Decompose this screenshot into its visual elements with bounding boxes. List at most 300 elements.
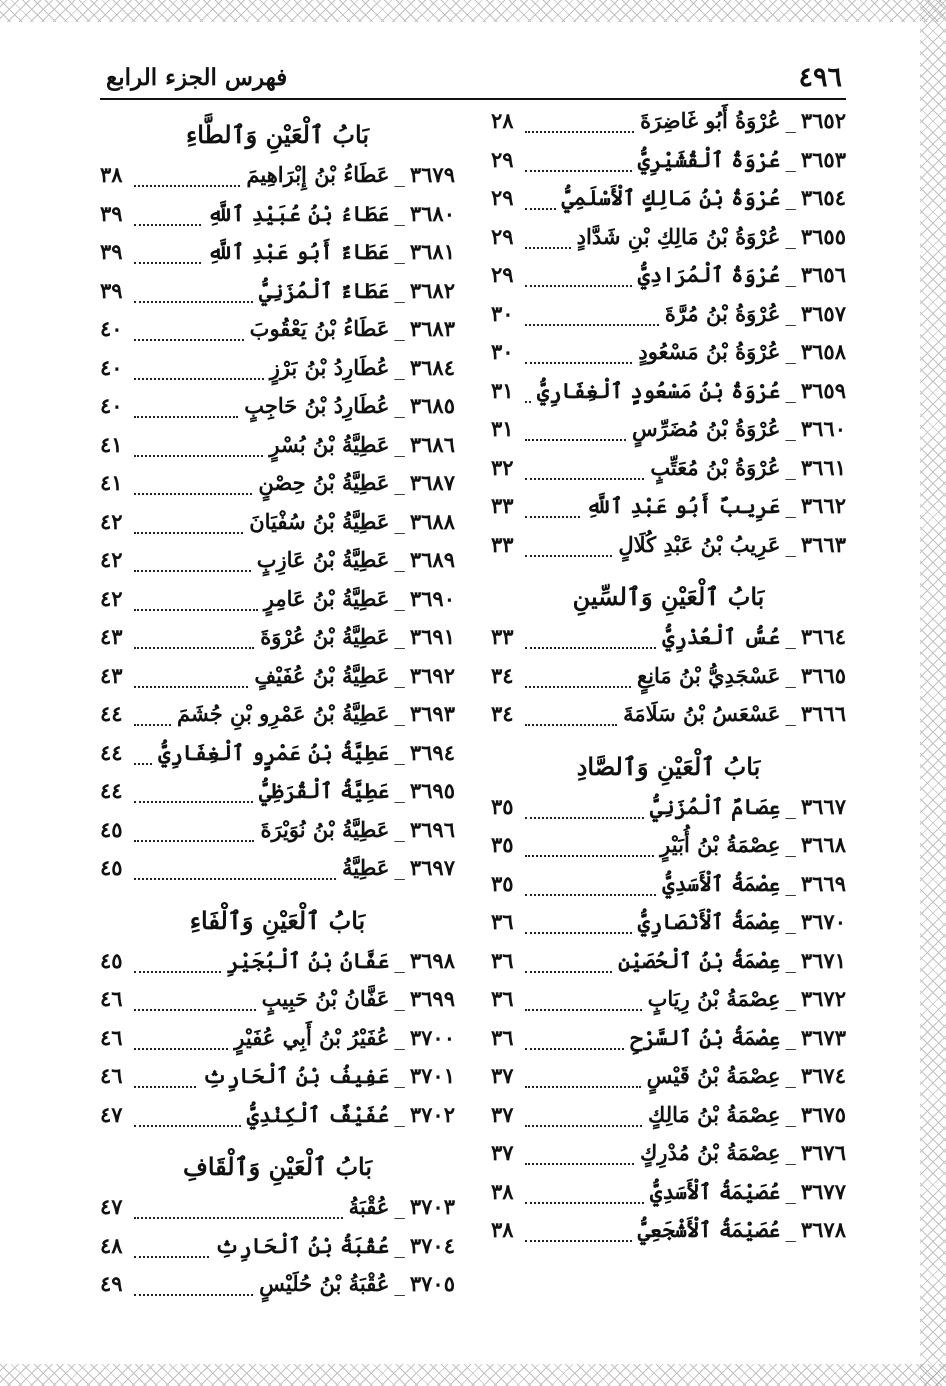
dot-leader [525,1153,634,1165]
entry-number: ٣٦٨٥ [409,393,455,418]
entry-page: ٣٦ [491,909,514,934]
dot-leader [134,1207,343,1219]
entry-dash: _ [394,355,405,380]
section-title: بَابُ ٱلْعَيْنِ وَٱلصَّادِ [576,751,761,781]
index-entry [100,701,455,740]
entry-dash: _ [785,263,796,287]
index-entry [491,832,846,871]
entry-page: ٤٤ [100,778,123,803]
entry-dash: _ [394,163,405,187]
entry-dash: _ [785,186,796,210]
entry-page: ٤٥ [100,855,123,880]
entry-name: عُطَارِدُ بْنُ بَرْزٍ [269,354,390,380]
entry-number: ٣٦٧٩ [409,162,455,187]
entry-name: عُرْوَةُ بْنُ مَسْعُودٍ ٱلْغِفَارِيُّ [536,377,781,403]
entry-dash: _ [394,240,405,264]
entry-page: ٤٦ [100,1063,123,1088]
entry-name: عِصْمَةُ ٱلْأَسَدِيُّ [662,870,781,896]
entry-page: ٢٨ [491,108,514,133]
entry-dash: _ [785,301,796,326]
entry-dash: _ [394,509,405,534]
entry-number: ٣٦٥٨ [800,339,846,364]
entry-dash: _ [394,432,405,457]
dot-leader [525,807,644,819]
entry-number: ٣٦٦٤ [800,624,846,649]
entry-name: عُرْوَةُ بْنُ مُعَتِّبٍ [650,454,781,480]
index-entry [491,262,846,301]
entry-dash: _ [785,1218,796,1242]
entry-page: ٣٦ [491,986,514,1011]
dot-leader [134,406,238,418]
section-title: بَابُ ٱلْعَيْنِ وَٱلْفَاءِ [189,905,366,935]
dot-leader [525,1230,632,1242]
entry-dash: _ [785,833,796,857]
entry-name: عَفِيفُ بْنُ ٱلْحَارِثِ [202,1063,390,1088]
entry-page: ٣٩ [100,239,123,264]
entry-page: ٤١ [100,470,123,495]
entry-page: ٤٤ [100,701,123,726]
entry-number: ٣٦٦٧ [800,793,846,819]
decorative-border-bottom [0,1364,946,1386]
dot-leader [134,214,201,226]
entry-number: ٣٦٦١ [800,454,846,480]
section-title: بَابُ ٱلْعَيْنِ وَٱلسِّينِ [572,582,765,611]
entry-name: عِصْمَةُ بْنُ أُبَيْرٍ [660,832,781,857]
index-entry [100,948,455,987]
dot-leader [525,237,571,249]
entry-page: ٣٧ [491,1140,514,1165]
entry-number: ٣٦٨٠ [409,200,455,226]
entry-name: عُرْوَةُ أَبُو غَاضِرَةَ [640,108,781,133]
entry-number: ٣٧٠٣ [409,1194,455,1219]
index-entry [491,624,846,663]
entry-page: ٤٠ [100,316,123,341]
index-entry [491,339,846,378]
left-column [100,108,455,1310]
entry-number: ٣٦٦٢ [800,493,846,518]
entry-name: عَطِيَّةُ بْنُ حِصْنٍ [258,470,390,495]
index-entry [491,701,846,740]
entry-dash: _ [785,109,796,133]
entry-name: عَطِيَّةُ بْنُ نُوَيْرَةَ [260,816,390,842]
entry-number: ٣٦٨١ [409,239,455,264]
entry-number: ٣٦٩٦ [409,816,455,842]
dot-leader [525,845,654,857]
dot-leader [525,922,632,934]
entry-dash: _ [394,663,405,688]
entry-page: ٤٠ [100,393,123,418]
index-entry [491,455,846,494]
entry-dash: _ [394,1272,405,1296]
entry-name: عَطَاءُ بْنُ إِبْرَاهِيمَ [246,162,390,187]
entry-page: ٢٩ [491,223,514,249]
index-entry [100,278,455,317]
entry-name: عَفَّانُ بْنُ حَبِيبٍ [261,986,390,1011]
entry-page: ٣٩ [100,277,123,303]
entry-dash: _ [785,1025,796,1050]
dot-leader [134,560,251,572]
entry-name: عَطِيَّةُ بْنُ بُسْرٍ [269,431,390,457]
entry-name: عَطِيَّةُ بْنُ عَامِرٍ [263,585,390,611]
entry-page: ٣٨ [491,1178,514,1204]
index-entry [491,1140,846,1179]
entry-number: ٣٦٨٦ [409,431,455,457]
entry-name: عَسْجَدِيُّ بْنُ مَانِعٍ [636,662,781,688]
entry-number: ٣٧٠٠ [409,1024,455,1050]
entry-name: عِصْمَةُ بْنُ ٱلْحُصَيْنِ [618,947,781,973]
index-entry [100,740,455,779]
entry-dash: _ [394,987,405,1011]
entry-number: ٣٦٦٣ [800,531,846,557]
entry-dash: _ [785,625,796,649]
entry-number: ٣٦٥٣ [800,146,846,172]
index-entry [491,909,846,948]
index-entry [491,948,846,987]
right-column [491,108,846,1256]
index-entry [491,663,846,702]
entry-page: ٣٧ [491,1063,514,1088]
index-entry [100,393,455,432]
index-entry [100,432,455,471]
entry-name: عَسْعَسُ بْنُ سَلَامَةَ [623,701,781,726]
entry-page: ٤٣ [100,624,123,649]
entry-number: ٣٦٨٨ [409,508,455,534]
entry-name: عُرْوَةُ ٱلْمُرَادِيُّ [637,262,781,287]
entry-name: عِصَامٌ ٱلْمُزَنِيُّ [650,793,781,819]
index-entry [491,224,846,263]
index-entry [491,378,846,417]
dot-leader [525,275,632,287]
index-entry [100,162,455,201]
entry-page: ٤٩ [100,1271,123,1296]
dot-leader [525,1038,624,1050]
entry-dash: _ [394,394,405,418]
dot-leader [134,599,258,611]
index-entry [100,201,455,240]
dot-leader [525,545,612,557]
entry-dash: _ [785,1102,796,1127]
index-entry [100,663,455,702]
entry-number: ٣٦٩٠ [409,585,455,611]
entry-number: ٣٧٠١ [409,1063,455,1088]
entry-dash: _ [785,871,796,896]
dot-leader [525,160,632,172]
index-entry [491,794,846,833]
index-entry [100,1194,455,1233]
dot-leader [525,352,632,364]
index-entry [491,1179,846,1218]
dot-leader [134,329,244,341]
entry-dash: _ [785,340,796,364]
entry-page: ٣٠ [491,339,514,364]
index-entry [491,1025,846,1064]
entry-number: ٣٦٨٤ [409,354,455,380]
entry-dash: _ [394,586,405,611]
entry-name: عُرْوَةُ ٱلْقُشَيْرِيُّ [637,146,781,172]
entry-name: عِصْمَةُ بْنُ مَالِكٍ [648,1101,781,1127]
entry-name: عُقْبَةُ بْنُ حُلَيْسٍ [259,1271,390,1296]
index-entry [491,1063,846,1102]
entry-page: ٣٤ [491,701,514,726]
entry-name: عَطِيَّةُ بْنُ عُرْوَةَ [260,624,390,649]
entry-name: عُرْوَةُ بْنُ مَالِكٍ ٱلْأَسْلَمِيُّ [561,185,781,210]
entry-dash: _ [394,779,405,803]
dot-leader [134,483,252,495]
entry-page: ٤١ [100,431,123,457]
entry-name: عَطِيَّةُ بْنُ عَازِبٍ [256,547,390,572]
entry-dash: _ [394,702,405,726]
running-title: فهرس الجزء الرابع [106,64,288,91]
entry-dash: _ [394,856,405,880]
entry-number: ٣٦٥٩ [800,377,846,403]
entry-name: عُقْبَةُ [348,1194,390,1219]
entry-name: عِصْمَةُ بْنُ قَيْسٍ [646,1063,781,1088]
entry-number: ٣٦٨٩ [409,547,455,572]
entry-number: ٣٦٩٣ [409,701,455,726]
entry-page: ٣٢ [491,454,514,480]
entry-name: عَفَّانُ بْنُ ٱلْبُجَيْرِ [227,947,390,973]
index-entry [491,147,846,186]
entry-number: ٣٧٠٥ [409,1271,455,1296]
entry-dash: _ [394,317,405,341]
entry-page: ٤٦ [100,1024,123,1050]
entry-page: ٤٤ [100,739,123,765]
entry-number: ٣٦٦٥ [800,662,846,688]
entry-number: ٣٦٦٠ [800,416,846,441]
entry-dash: _ [785,378,796,403]
entry-dash: _ [785,1141,796,1165]
index-entry [491,185,846,224]
entry-page: ٣٦ [491,947,514,973]
entry-name: عِصْمَةُ ٱلْأَنْصَارِيُّ [637,909,781,934]
dot-leader [134,791,253,803]
entry-dash: _ [394,948,405,973]
entry-page: ٣٣ [491,531,514,557]
dot-leader [525,314,659,326]
entry-number: ٣٦٩٩ [409,986,455,1011]
index-entry [100,624,455,663]
entry-number: ٣٦٩٥ [409,778,455,803]
entry-page: ٢٩ [491,146,514,172]
entry-dash: _ [394,1064,405,1088]
index-columns [100,108,846,1326]
entry-page: ٣٣ [491,493,514,518]
dot-leader [134,830,254,842]
entry-name: عُرْوَةُ بْنُ مُرَّةَ [664,300,781,326]
entry-number: ٣٦٥٦ [800,262,846,287]
entry-dash: _ [785,417,796,441]
entry-dash: _ [394,1233,405,1258]
entry-page: ٣٦ [491,1024,514,1050]
index-entry [100,470,455,509]
entry-number: ٣٦٥٤ [800,185,846,210]
index-entry [491,416,846,455]
entry-number: ٣٦٧٨ [800,1217,846,1242]
dot-leader [525,884,656,896]
index-entry [491,1217,846,1256]
entry-dash: _ [785,1179,796,1204]
entry-name: عَطَاءُ بْنُ عُبَيْدِ ٱللَّهِ [207,200,390,226]
entry-number: ٣٧٠٤ [409,1232,455,1258]
entry-page: ٤٥ [100,947,123,973]
entry-name: عِصْمَةُ بْنُ مُدْرِكٍ [640,1140,781,1165]
entry-dash: _ [394,1025,405,1050]
index-entry [100,1233,455,1272]
dot-leader [525,198,556,210]
entry-name: عُطَارِدُ بْنُ حَاجِبٍ [244,393,390,418]
entry-number: ٣٦٨٣ [409,316,455,341]
dot-leader [134,637,254,649]
dot-leader [134,1246,209,1258]
dot-leader [525,1076,641,1088]
entry-number: ٣٦٦٦ [800,701,846,726]
entry-number: ٣٦٧١ [800,947,846,973]
entry-dash: _ [785,455,796,480]
entry-dash: _ [394,471,405,495]
entry-name: عَطِيَّةُ ٱلْقُرَظِيُّ [259,778,390,803]
dot-leader [134,714,171,726]
dot-leader [134,291,253,303]
entry-name: عَطِيَّةُ بْنُ عُفَيْفٍ [254,662,390,688]
index-entry [100,1102,455,1141]
dot-leader [525,961,612,973]
index-entry [100,547,455,586]
entry-number: ٣٦٩٨ [409,947,455,973]
entry-page: ٤٧ [100,1194,123,1219]
index-entry [491,1102,846,1141]
entry-page: ٤٧ [100,1101,123,1127]
page-number: ٤٩٦ [798,62,842,93]
dot-leader [134,676,248,688]
entry-page: ٣١ [491,377,514,403]
entry-page: ٣٥ [491,832,514,857]
entry-number: ٣٦٧٤ [800,1063,846,1088]
entry-number: ٣٦٩٤ [409,739,455,765]
entry-dash: _ [785,663,796,688]
entry-number: ٣٦٨٢ [409,277,455,303]
entry-page: ٣٥ [491,870,514,896]
index-entry [491,108,846,147]
entry-dash: _ [785,1064,796,1088]
entry-page: ٤٨ [100,1232,123,1258]
index-entry [100,586,455,625]
decorative-border-right [920,0,946,1386]
entry-name: عُرْوَةُ بْنُ مُضَرِّسٍ [631,416,781,441]
index-entry [100,509,455,548]
dot-leader [134,999,256,1011]
entry-number: ٣٦٧٥ [800,1101,846,1127]
entry-dash: _ [394,201,405,226]
entry-number: ٣٦٩٧ [409,855,455,880]
entry-number: ٣٦٩٢ [409,662,455,688]
entry-page: ٣٨ [100,162,123,187]
index-entry [100,986,455,1025]
entry-number: ٣٧٠٢ [409,1101,455,1127]
dot-leader [525,1115,642,1127]
entry-name: عُفَيْفٌ ٱلْكِنْدِيُّ [246,1101,390,1127]
dot-leader [525,121,634,133]
entry-page: ٢٩ [491,262,514,287]
dot-leader [134,961,221,973]
entry-dash: _ [394,1195,405,1219]
entry-dash: _ [785,948,796,973]
dot-leader [525,714,617,726]
section-title: بَابُ ٱلْعَيْنِ وَٱلطَّاءِ [185,120,369,149]
index-entry [491,301,846,340]
dot-leader [525,1192,644,1204]
entry-number: ٣٦٦٩ [800,870,846,896]
entry-number: ٣٦٧٣ [800,1024,846,1050]
entry-name: عُفَيْرُ بْنُ أَبِي عُفَيْرٍ [234,1024,390,1050]
entry-dash: _ [394,817,405,842]
entry-page: ٣٣ [491,624,514,649]
index-entry [491,986,846,1025]
entry-name: عَطَاءٌ ٱلْمُزَنِيُّ [259,277,390,303]
entry-dash: _ [785,702,796,726]
entry-dash: _ [785,794,796,819]
decorative-border-top [0,0,946,22]
entry-page: ٤٠ [100,354,123,380]
entry-name: عَطَاءٌ أَبُو عَبْدِ ٱللَّهِ [207,239,390,264]
dot-leader [525,429,626,441]
dot-leader [525,637,656,649]
entry-name: عَطِيَّةُ بْنُ سُفْيَانَ [249,508,390,534]
index-entry [100,1025,455,1064]
index-entry [491,871,846,910]
entry-number: ٣٦٥٢ [800,108,846,133]
dot-leader [134,1038,228,1050]
entry-page: ٤٢ [100,547,123,572]
index-entry [100,1271,455,1310]
dot-leader [525,676,631,688]
entry-page: ٤٢ [100,585,123,611]
entry-page: ٣٠ [491,300,514,326]
entry-number: ٣٦٧٢ [800,986,846,1011]
entry-name: عُرْوَةُ بْنُ مَسْعُودٍ [638,339,781,364]
section-title: بَابُ ٱلْعَيْنِ وَٱلْقَافِ [182,1152,373,1181]
entry-name: عَطِيَّةُ بْنُ عَمْرِو بْنِ جُشَمَ [177,701,390,726]
dot-leader [134,522,243,534]
entry-dash: _ [785,147,796,172]
index-entry [100,817,455,856]
entry-page: ٣٥ [491,793,514,819]
index-entry [100,1063,455,1102]
entry-page: ٣٤ [491,662,514,688]
entry-number: ٣٦٧٦ [800,1140,846,1165]
entry-page: ٤٦ [100,986,123,1011]
dot-leader [525,506,580,518]
entry-name: عُصَيْمَةُ ٱلْأَشْجَعِيُّ [637,1217,781,1242]
entry-dash: _ [394,278,405,303]
entry-number: ٣٦٥٥ [800,223,846,249]
dot-leader [525,468,644,480]
entry-name: عُسُّ ٱلْعُذْرِيُّ [662,624,781,649]
entry-name: عَطِيَّةُ بْنُ عَمْرٍو ٱلْغِفَارِيُّ [158,739,390,765]
entry-name: عَرِيبٌ أَبُو عَبْدِ ٱللَّهِ [586,493,781,518]
entry-page: ٢٩ [491,185,514,210]
index-entry [100,316,455,355]
dot-leader [134,1284,253,1296]
dot-leader [134,175,240,187]
dot-leader [134,368,264,380]
entry-page: ٣١ [491,416,514,441]
entry-dash: _ [394,625,405,649]
dot-leader [525,999,642,1011]
entry-dash: _ [785,532,796,557]
entry-number: ٣٦٨٧ [409,470,455,495]
dot-leader [134,868,336,880]
entry-page: ٤٢ [100,508,123,534]
